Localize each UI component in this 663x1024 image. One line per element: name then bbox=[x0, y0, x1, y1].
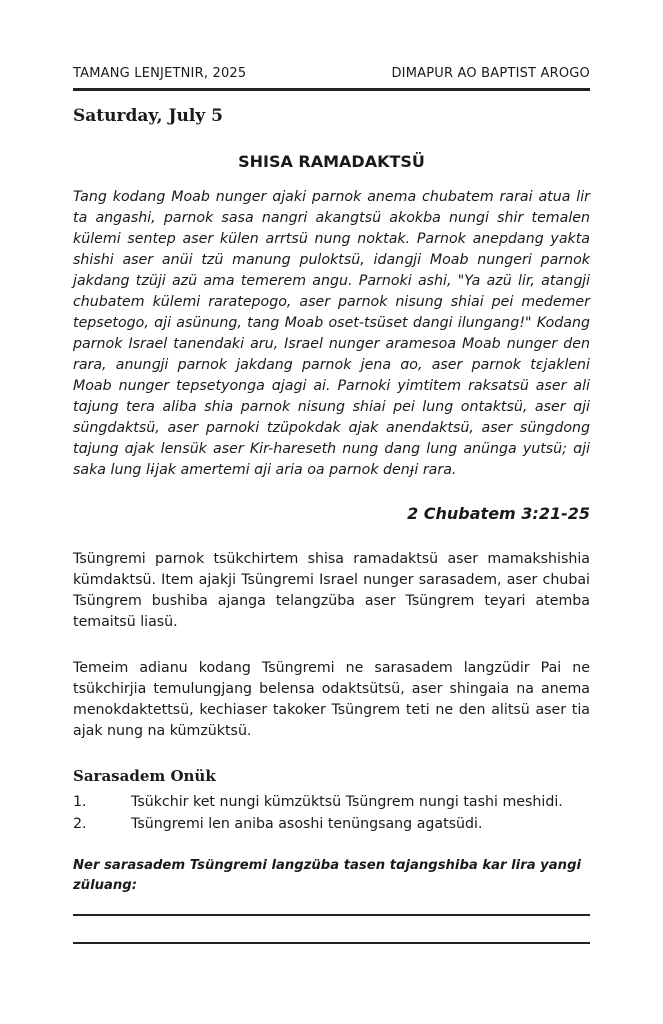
list-item-text: Tsüngremi len aniba asoshi tenüngsang agatsüdi. bbox=[131, 816, 483, 832]
header-left: TAMANG LENJETNIR, 2025 bbox=[73, 66, 247, 81]
page-header bbox=[73, 66, 590, 88]
writing-prompt: Ner sarasadem Tsüngremi langzüba tasen tɑjangshiba kar lira yangi züluang: bbox=[73, 858, 582, 893]
scripture-reference: 2 Chubatem 3:21-25 bbox=[407, 504, 590, 523]
list-item-text: Tsükchir ket nungi kümzüktsü Tsüngrem nungi tashi meshidi. bbox=[131, 794, 563, 810]
prayer-heading: Sarasadem Onük bbox=[73, 767, 216, 785]
date-heading: Saturday, July 5 bbox=[73, 106, 223, 126]
list-item-number: 2. bbox=[73, 816, 87, 832]
header-right: DIMAPUR AO BAPTIST AROGO bbox=[391, 66, 590, 81]
writing-line-2[interactable] bbox=[73, 942, 590, 944]
devotion-paragraph-1: Tsüngremi parnok tsükchirtem shisa ramadaktsü aser mamakshishia kümdaktsü. Item ajakji Tsüngremi Israel nunger sarasadem, aser chubai Tsüngrem bushiba ajanga telangzüba aser Tsüngrem teyari atemba temaitsü liasü. bbox=[73, 551, 590, 630]
writing-line-1[interactable] bbox=[73, 914, 590, 916]
list-item bbox=[73, 813, 590, 835]
scripture-passage: Tang kodang Moab nunger ɑjaki parnok anema chubatem rarai atua lir ta angashi, parnok sasa nangri akangtsü akokba nungi shir temalen külemi sentep aser külen arrtsü nung noktak. Parnok anepdang yakta shishi aser anüi tzü manung puloktsü, idanɡji Moab nungeri parnok jakdang tzüji azü ama temerem angu. Parnoki ashi, "Ya azü lir, atanɡji chubatem külemi raratepogo, aser parnok nisung shiai pei medemer tepsetogo, ɑji asünung, tang Moab oset-tsüset dangi ilungang!" Kodang parnok Israel tanendaki aru, Israel nunger aramesoa Moab nunger den rara, anunɡji parnok jakdang parnok jena ɑo, aser parnok tɛjakleni Moab nunger tepsetyonga ɑjagi ai. Parnoki yimtitem raksatsü aser ali tɑjung tera aliba shia parnok nisung shiai pei lung ontaktsü, aser ɑji süngdaktsü, aser parnoki tzüpokdak ɑjak anendaktsü, aser süngdong tɑjung ɑjak lensük aser Kir-hareseth nung dang lung anünga yutsü; ɑji saka lung lɨjak amertemi ɑji aria oa parnok denɟi rara. bbox=[73, 189, 590, 478]
devotion-paragraph-2: Temeim adianu kodang Tsüngremi ne sarasadem langzüdir Pai ne tsükchirjia temulungjang belensa odaktsütsü, aser shingaia na anema menokdaktettsü, kechiaser takoker Tsüngrem teti ne den alitsü aser tia ajak nung na kümzüktsü. bbox=[73, 660, 590, 739]
prayer-list bbox=[73, 791, 590, 835]
page-title: SHISA RAMADAKTSÜ bbox=[238, 152, 425, 171]
list-item-number: 1. bbox=[73, 794, 87, 810]
header-rule bbox=[73, 88, 590, 91]
list-item bbox=[73, 791, 590, 813]
